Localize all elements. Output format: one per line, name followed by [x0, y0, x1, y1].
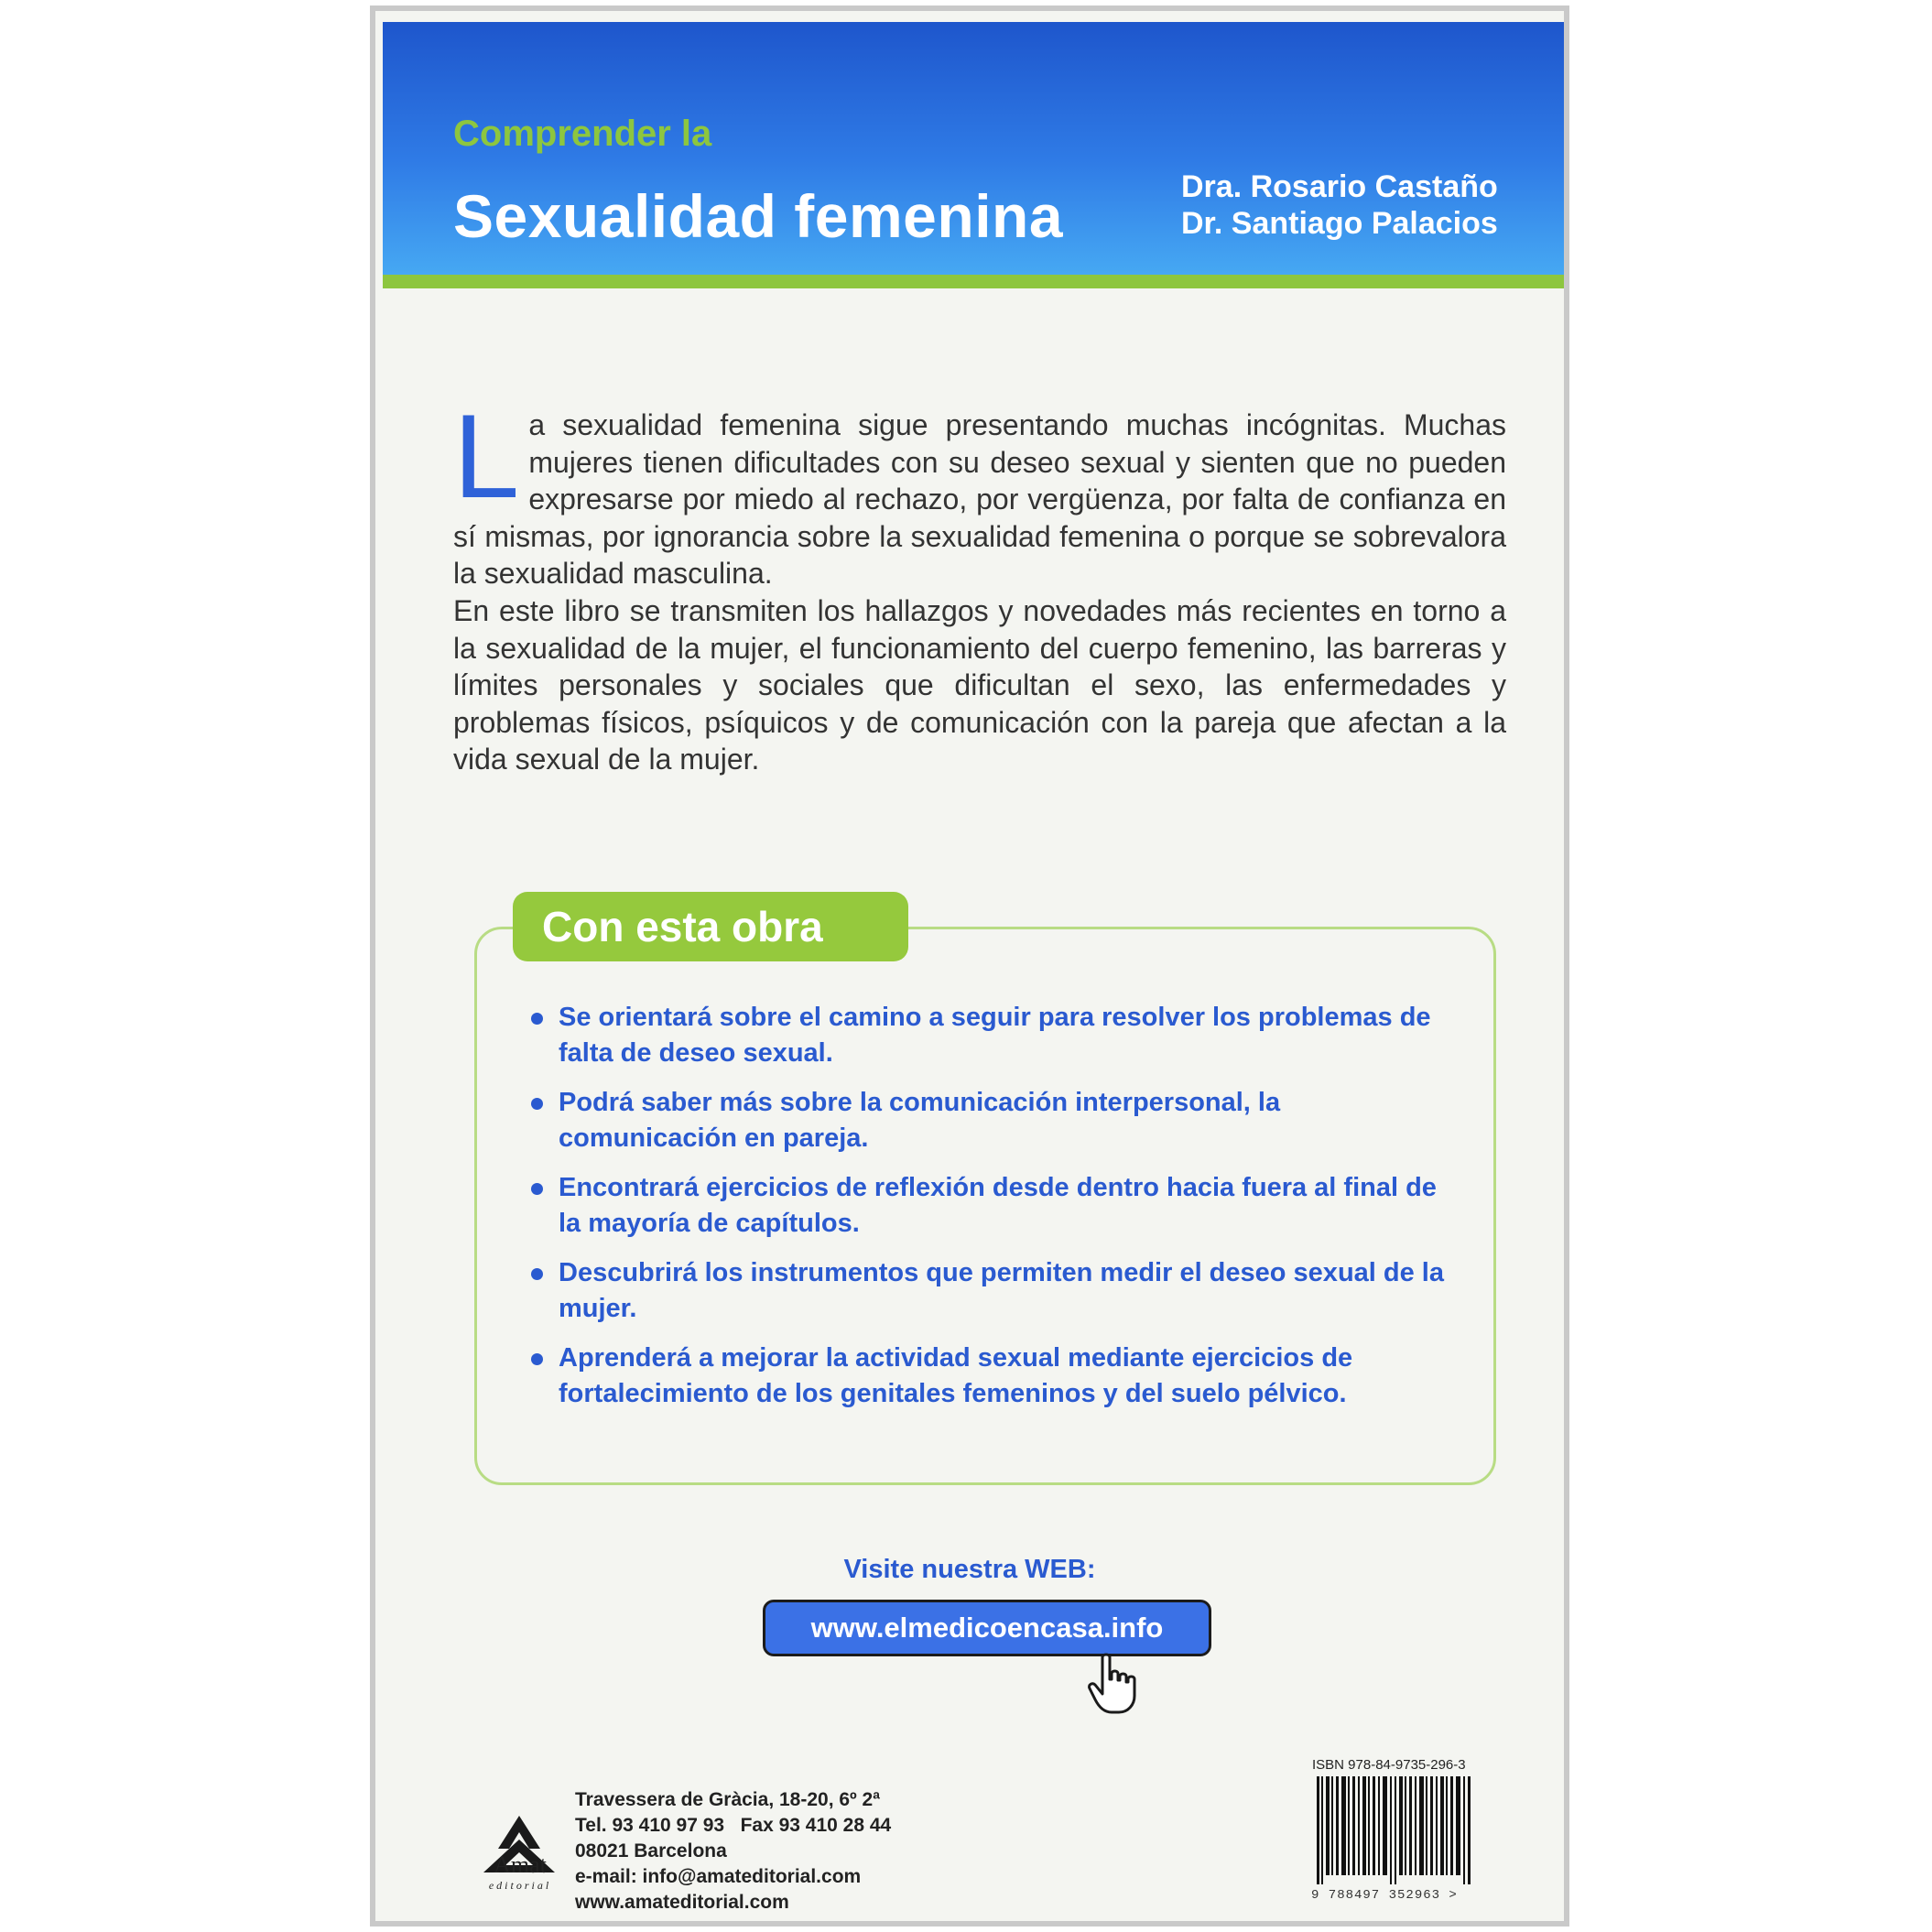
- publisher-city: 08021 Barcelona: [575, 1840, 727, 1861]
- feature-text: Encontrará ejercicios de reflexión desde dentro hacia fuera al final de la mayoría de capítulos.: [559, 1173, 1437, 1238]
- feature-item: [529, 1000, 1463, 1071]
- feature-text: Aprenderá a mejorar la actividad sexual mediante ejercicios de fortalecimiento de los genitales femeninos y del suelo pélvico.: [559, 1343, 1353, 1408]
- bullet-icon: [531, 1013, 543, 1025]
- intro-paragraph-1-text: a sexualidad femenina sigue presentando muchas incógnitas. Muchas mujeres tienen dificultades con su deseo sexual y sienten que no pueden expresarse por miedo al rechazo, por vergüenza, por falta de confianza en sí mismas, por ignorancia sobre la sexualidad femenina o porque se sobrevalora la sexualidad masculina.: [453, 408, 1506, 590]
- book-title: Sexualidad femenina: [453, 182, 1064, 250]
- bullet-icon: [531, 1353, 543, 1365]
- feature-item: [529, 1170, 1463, 1242]
- feature-item: [529, 1340, 1463, 1412]
- author-1: Dra. Rosario Castaño: [1181, 169, 1498, 204]
- logo-wordmark: Amat: [494, 1851, 547, 1878]
- hand-pointer-icon: [1086, 1652, 1141, 1716]
- drop-cap: L: [453, 389, 520, 523]
- feature-text: Podrá saber más sobre la comunicación interpersonal, la comunicación en pareja.: [559, 1088, 1281, 1153]
- website-button[interactable]: www.elmedicoencasa.info: [763, 1600, 1211, 1656]
- logo-subtitle: editorial: [488, 1879, 552, 1892]
- feature-item: [529, 1255, 1463, 1327]
- bullet-icon: [531, 1183, 543, 1195]
- book-back-cover: [370, 5, 1569, 1927]
- publisher-website: www.amateditorial.com: [575, 1892, 789, 1913]
- feature-text: Descubrirá los instrumentos que permiten medir el deseo sexual de la mujer.: [559, 1258, 1444, 1323]
- authors: [1181, 168, 1498, 242]
- author-2: Dr. Santiago Palacios: [1181, 206, 1498, 241]
- series-title: Comprender la: [453, 114, 712, 154]
- header-green-rule: [383, 275, 1564, 288]
- isbn-label: ISBN 978-84-9735-296-3: [1312, 1757, 1466, 1773]
- bullet-icon: [531, 1098, 543, 1110]
- features-heading: Con esta obra: [513, 892, 908, 961]
- barcode-digits: 9 788497 352963 >: [1311, 1888, 1458, 1903]
- visit-web-label: Visite nuestra WEB:: [843, 1555, 1096, 1584]
- intro-paragraph-2: En este libro se transmiten los hallazgos y novedades más recientes en torno a la sexualidad de la mujer, el funcionamiento del cuerpo femenino, las barreras y límites personales y sociales que dificultan el sexo, las enfermedades y problemas físicos, psíquicos y de comunicación con la pareja que afectan a la vida sexual de la mujer.: [453, 594, 1506, 776]
- feature-text: Se orientará sobre el camino a seguir para resolver los problemas de falta de deseo sexual.: [559, 1003, 1431, 1068]
- feature-item: [529, 1085, 1463, 1156]
- bullet-icon: [531, 1268, 543, 1280]
- features-list: [529, 1000, 1463, 1426]
- publisher-address: Travessera de Gràcia, 18-20, 6º 2ª: [575, 1789, 881, 1810]
- publisher-email: e-mail: info@amateditorial.com: [575, 1866, 862, 1887]
- intro-paragraph-1: [453, 389, 1506, 592]
- publisher-info: [575, 1787, 891, 1916]
- publisher-phone: Tel. 93 410 97 93 Fax 93 410 28 44: [575, 1815, 892, 1836]
- barcode-icon: [1315, 1776, 1480, 1884]
